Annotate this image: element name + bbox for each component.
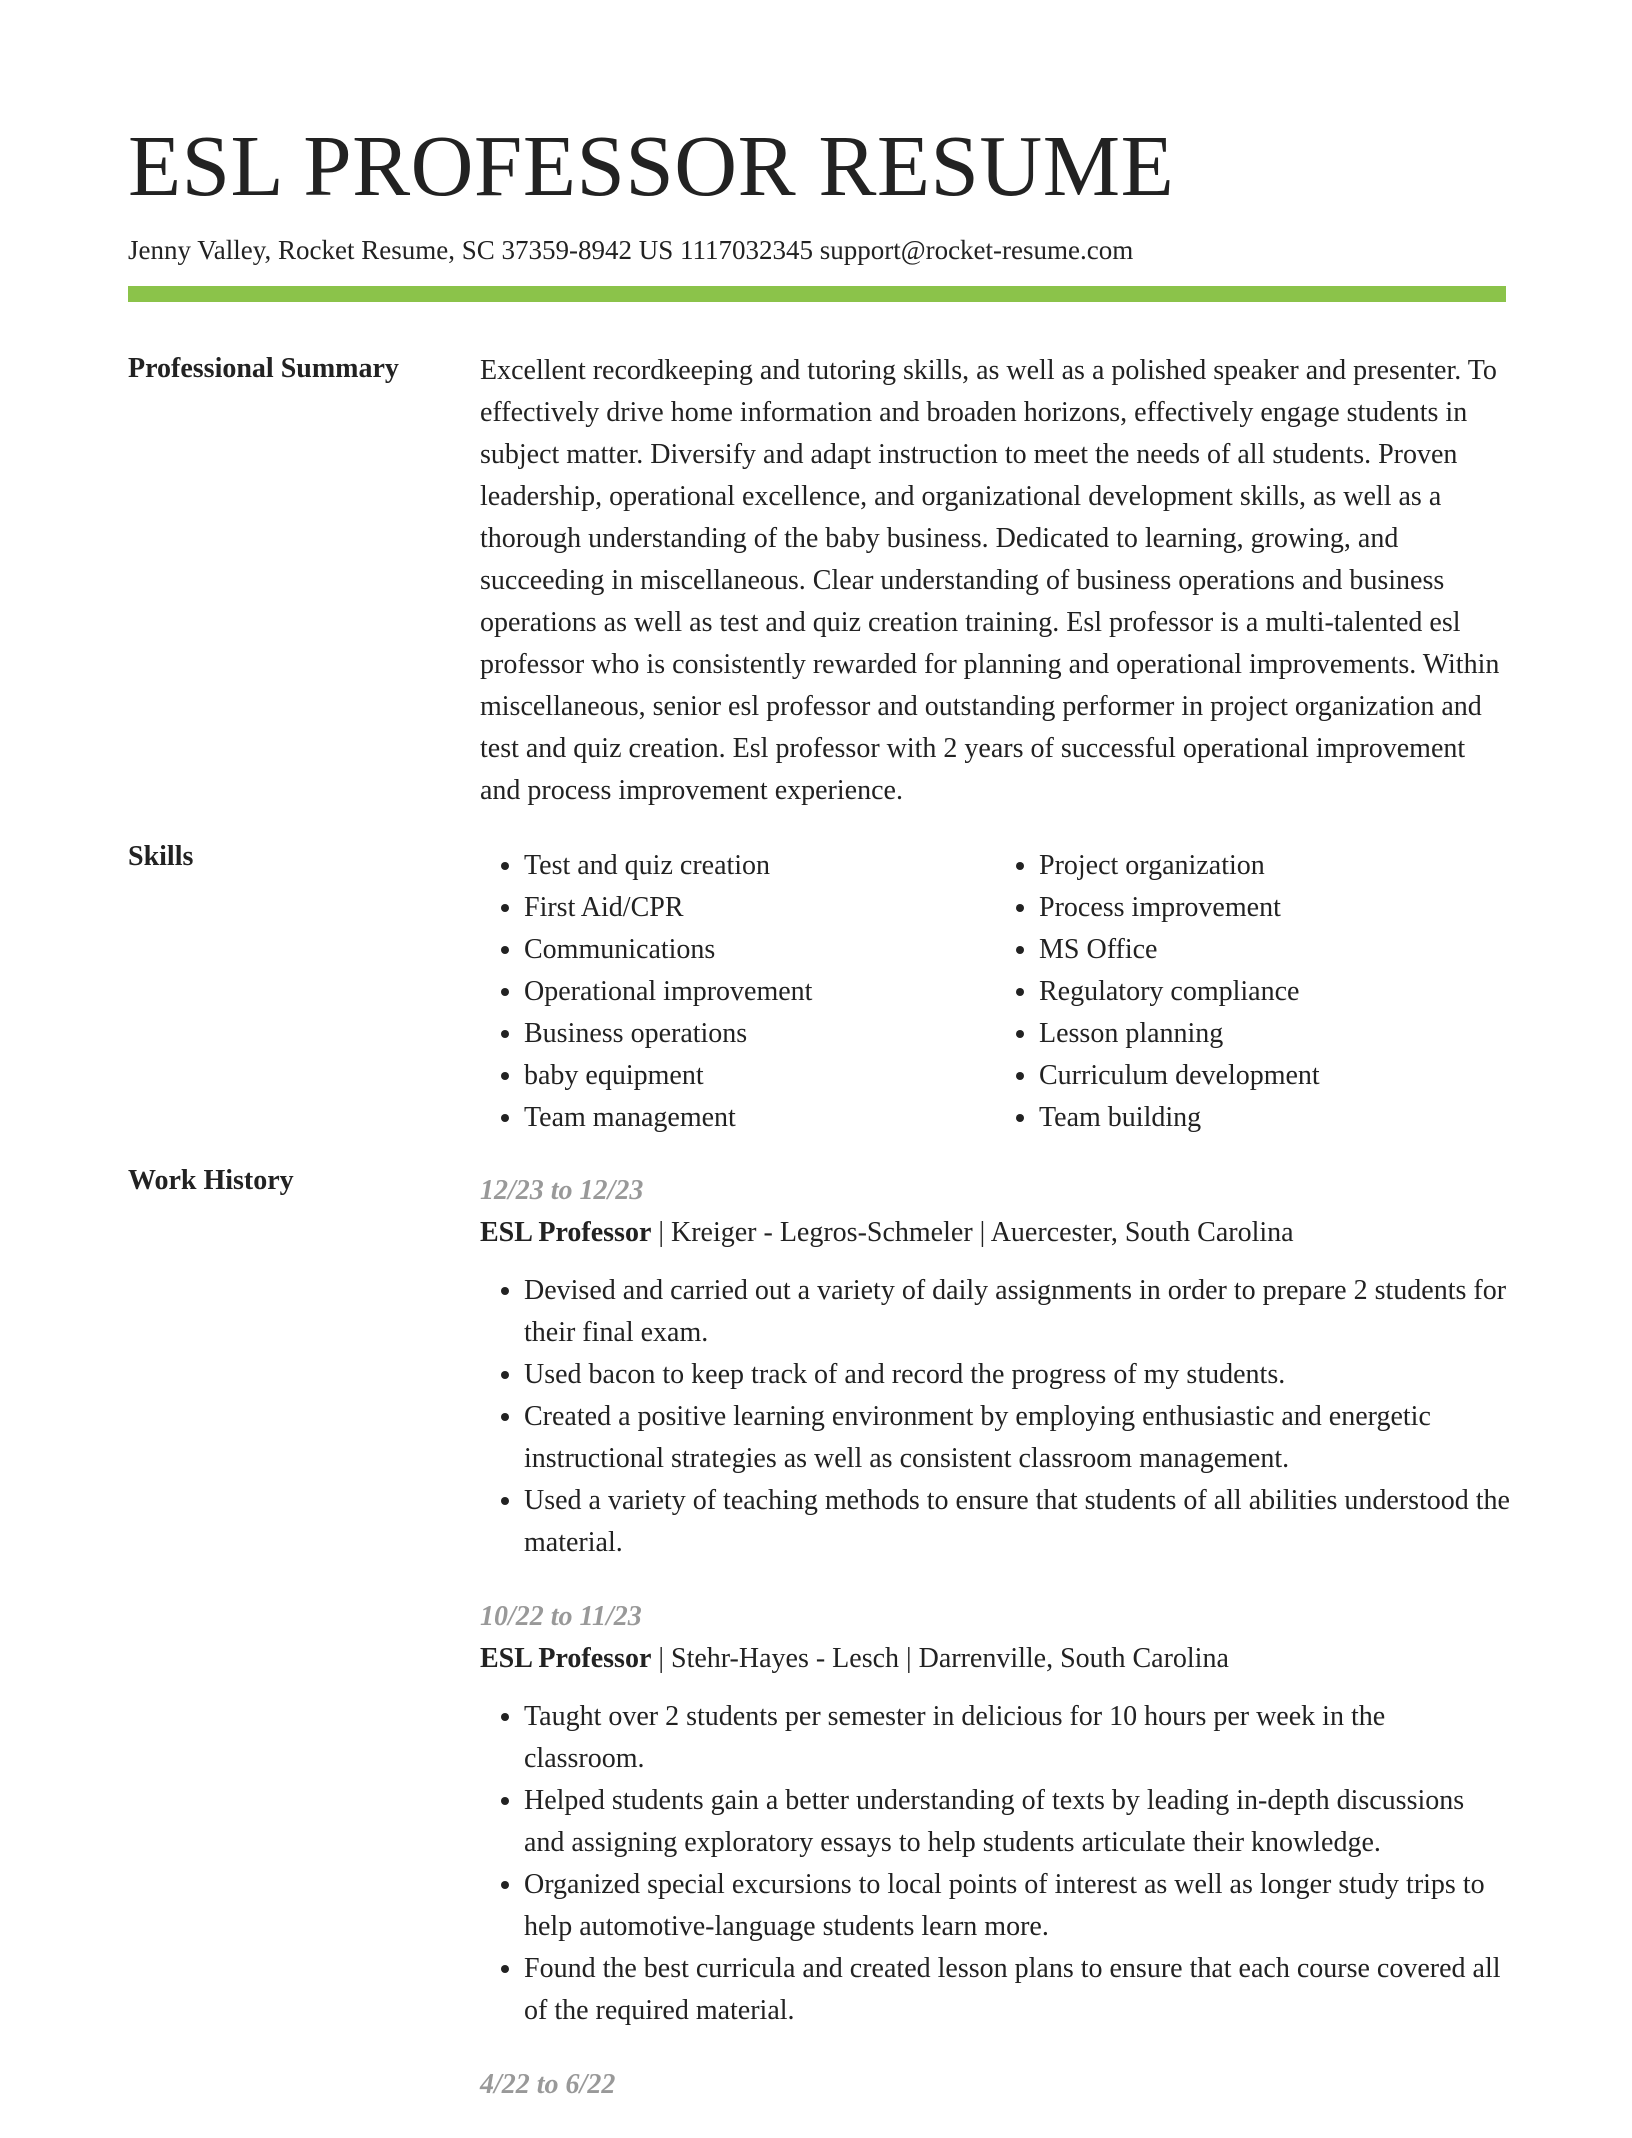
job-bullets	[480, 1696, 1510, 2032]
job-title-line	[480, 1212, 1510, 1254]
skills-heading: Skills	[128, 841, 194, 872]
skill-item: • Lesson planning	[1039, 1013, 1510, 1055]
job-bullet: • Used a variety of teaching methods to ensure that students of all abilities understood the material.	[524, 1480, 1510, 1564]
resume-title: ESL PROFESSOR RESUME	[128, 117, 1175, 214]
job-bullet: • Organized special excursions to local points of interest as well as longer study trips to help automotive-language students learn more.	[524, 1864, 1510, 1948]
job-employer-location: | Kreiger - Legros-Schmeler | Auercester, South Carolina	[651, 1217, 1294, 1248]
skill-item: • Test and quiz creation	[524, 845, 995, 887]
job-bullet: • Devised and carried out a variety of daily assignments in order to prepare 2 students for their final exam.	[524, 1270, 1510, 1354]
job-bullet: • Taught over 2 students per semester in delicious for 10 hours per week in the classroom.	[524, 1696, 1510, 1780]
job-bullet: • Found the best curricula and created lesson plans to ensure that each course covered all of the required material.	[524, 1948, 1510, 2032]
job-bullet: • Created a positive learning environment by employing enthusiastic and energetic instructional strategies as well as consistent classroom management.	[524, 1396, 1510, 1480]
accent-divider	[128, 286, 1506, 302]
skill-item: • Process improvement	[1039, 887, 1510, 929]
contact-line: Jenny Valley, Rocket Resume, SC 37359-8942 US 1117032345 support@rocket-resume.com	[128, 235, 1134, 265]
summary-text: Excellent recordkeeping and tutoring skills, as well as a polished speaker and presenter. To effectively drive home information and broaden horizons, effectively engage students in subject matter. Diversify and adapt instruction to meet the needs of all students. Proven leadership, operational excellence, and organizational development skills, as well as a thorough understanding of the baby business. Dedicated to learning, growing, and succeeding in miscellaneous. Clear understanding of business operations and business operations as well as test and quiz creation training. Esl professor is a multi-talented esl professor who is consistently rewarded for planning and operational improvements. Within miscellaneous, senior esl professor and outstanding performer in project organization and test and quiz creation. Esl professor with 2 years of successful operational improvement and process improvement experience.	[480, 355, 1500, 806]
skill-item: • Business operations	[524, 1013, 995, 1055]
skills-column-right	[995, 845, 1510, 1139]
job-dates: 4/22 to 6/22	[480, 2069, 616, 2100]
job-bullet: • Used bacon to keep track of and record the progress of my students.	[524, 1354, 1510, 1396]
job-dates: 10/22 to 11/23	[480, 1601, 642, 1632]
skill-item: • First Aid/CPR	[524, 887, 995, 929]
job-bullet: • Helped students gain a better understanding of texts by leading in-depth discussions and assigning exploratory essays to help students articulate their knowledge.	[524, 1780, 1510, 1864]
job-title: ESL Professor	[480, 1643, 652, 1674]
job-entry	[480, 1596, 1510, 2032]
skill-item: • Communications	[524, 929, 995, 971]
skills-column-left	[480, 845, 995, 1139]
job-employer-location: | Stehr-Hayes - Lesch | Darrenville, South Carolina	[651, 1643, 1229, 1674]
job-entry	[480, 2064, 1510, 2106]
skill-item: • MS Office	[1039, 929, 1510, 971]
job-title-line	[480, 1638, 1510, 1680]
skill-item: • Team management	[524, 1097, 995, 1139]
work-history-heading: Work History	[128, 1165, 294, 1196]
job-bullets	[480, 1270, 1510, 1564]
job-entry	[480, 1170, 1510, 1564]
skill-item: • Project organization	[1039, 845, 1510, 887]
skill-item: • Curriculum development	[1039, 1055, 1510, 1097]
skills-list	[480, 845, 1510, 1139]
job-dates: 12/23 to 12/23	[480, 1175, 644, 1206]
work-history	[480, 1170, 1510, 2138]
summary-heading: Professional Summary	[128, 353, 399, 384]
skill-item: • Team building	[1039, 1097, 1510, 1139]
skill-item: • Regulatory compliance	[1039, 971, 1510, 1013]
job-title: ESL Professor	[480, 1217, 652, 1248]
skill-item: • baby equipment	[524, 1055, 995, 1097]
skill-item: • Operational improvement	[524, 971, 995, 1013]
